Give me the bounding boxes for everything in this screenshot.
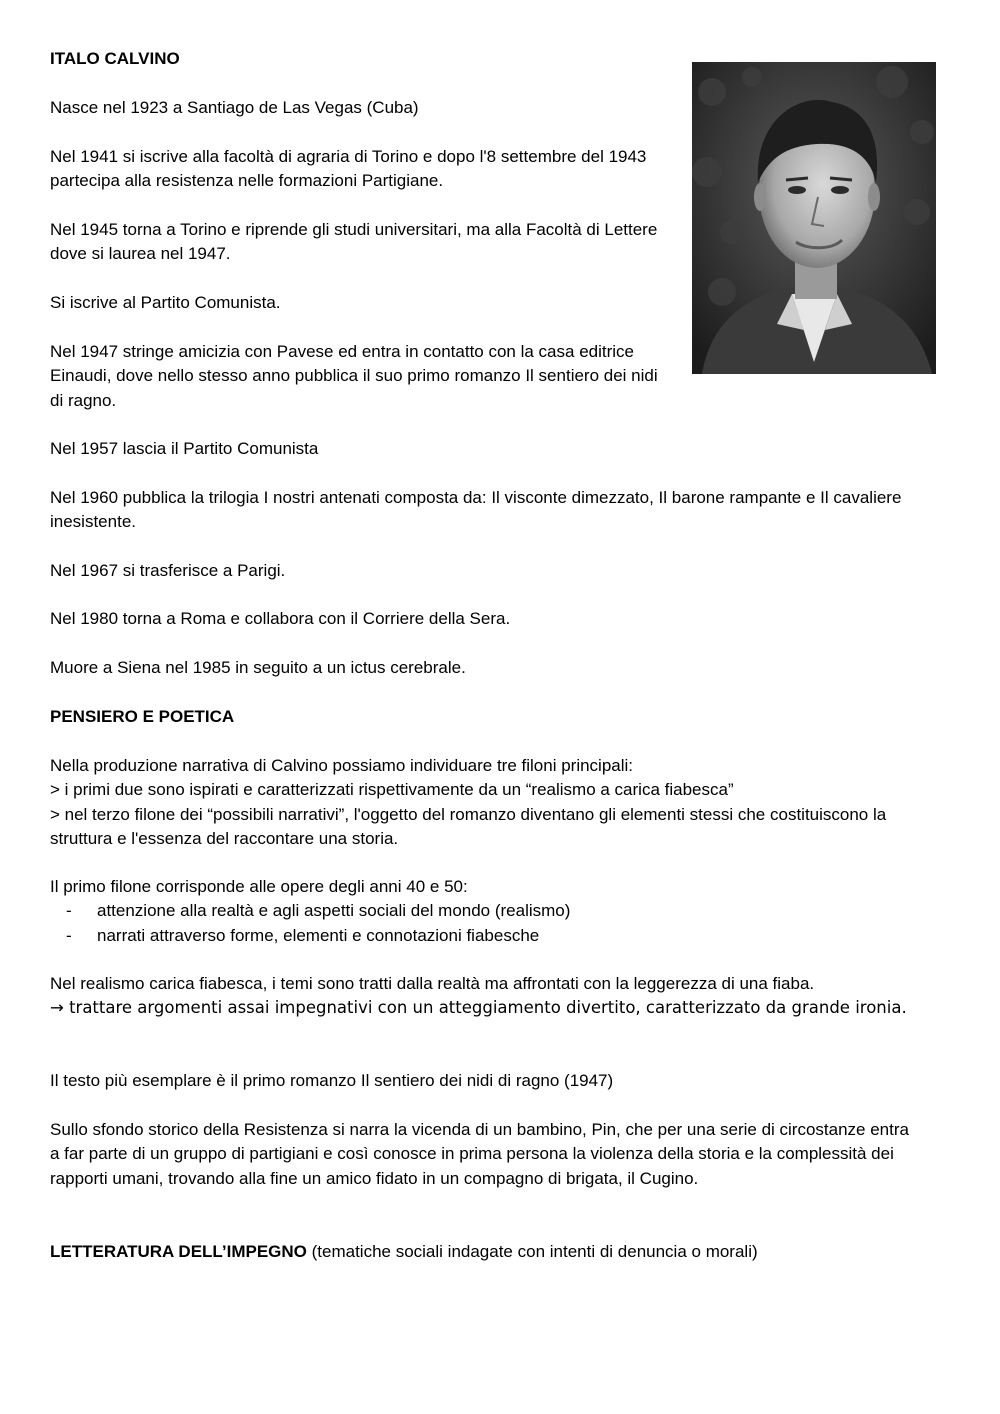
first-strand-block xyxy=(50,875,920,948)
heading-letteratura-impegno: LETTERATURA DELL’IMPEGNO xyxy=(50,1242,307,1261)
paragraph-1957: Nel 1957 lascia il Partito Comunista xyxy=(50,439,319,458)
bullet-marker: - xyxy=(66,901,72,921)
heading-pensiero-e-poetica: PENSIERO E POETICA xyxy=(50,707,235,726)
paragraph-1945: Nel 1945 torna a Torino e riprende gli studi universitari, ma alla Facoltà di Lettere dove si laurea nel 1947. xyxy=(50,220,658,264)
fairy-realism-text: Nel realismo carica fiabesca, i temi sono tratti dalla realtà ma affrontati con la leggerezza di una fiaba. xyxy=(50,974,815,993)
paragraph-death: Muore a Siena nel 1985 in seguito a un ictus cerebrale. xyxy=(50,658,466,677)
fairy-realism-arrow-text: → trattare argomenti assai impegnativi con un atteggiamento divertito, caratterizzato da grande ironia. xyxy=(50,998,907,1018)
engagement-line xyxy=(50,1240,920,1264)
paragraph-1980: Nel 1980 torna a Roma e collabora con il Corriere della Sera. xyxy=(50,609,511,628)
first-strand-intro: Il primo filone corrisponde alle opere degli anni 40 e 50: xyxy=(50,877,468,896)
list-item xyxy=(50,899,920,923)
strands-intro-block xyxy=(50,754,920,852)
paragraph-1960: Nel 1960 pubblica la trilogia I nostri antenati composta da: Il visconte dimezzato, Il barone rampante e Il cavaliere inesistente. xyxy=(50,488,902,532)
paragraph-1947: Nel 1947 stringe amicizia con Pavese ed entra in contatto con la casa editrice Einaudi, dove nello stesso anno pubblica il suo primo romanzo Il sentiero dei nidi di ragno. xyxy=(50,342,658,410)
paragraph-1941: Nel 1941 si iscrive alla facoltà di agraria di Torino e dopo l'8 settembre del 1943 partecipa alla resistenza nelle formazioni Partigiane. xyxy=(50,147,647,191)
strands-third: > nel terzo filone dei “possibili narrativi”, l'oggetto del romanzo diventano gli elementi stessi che costituiscono la struttura e l'essenza del raccontare una storia. xyxy=(50,804,887,849)
plot-summary: Sullo sfondo storico della Resistenza si narra la vicenda di un bambino, Pin, che per una serie di circostanze entra a far parte di un gruppo di partigiani e così conosce in prima persona la violenza della storia e la complessità dei rapporti umani, trovando alla fine un amico fidato in un compagno di brigata, il Cugino. xyxy=(50,1120,909,1188)
list-item-text: attenzione alla realtà e agli aspetti sociali del mondo (realismo) xyxy=(97,901,571,921)
fairy-realism-block xyxy=(50,972,920,1021)
heading-italo-calvino: ITALO CALVINO xyxy=(50,49,180,68)
paragraph-1967: Nel 1967 si trasferisce a Parigi. xyxy=(50,561,286,580)
list-item xyxy=(50,924,920,948)
portrait-photo xyxy=(692,62,936,374)
list-item-text: narrati attraverso forme, elementi e connotazioni fiabesche xyxy=(97,925,540,945)
strands-first-two: > i primi due sono ispirati e caratterizzati rispettivamente da un “realismo a carica fiabesca” xyxy=(50,780,734,800)
bullet-marker: - xyxy=(66,925,72,945)
strands-intro-line: Nella produzione narrativa di Calvino possiamo individuare tre filoni principali: xyxy=(50,756,634,775)
first-strand-list xyxy=(50,899,920,948)
engagement-subtitle: (tematiche sociali indagate con intenti di denuncia o morali) xyxy=(306,1242,758,1261)
paragraph-birth: Nasce nel 1923 a Santiago de Las Vegas (Cuba) xyxy=(50,98,419,117)
paragraph-communist: Si iscrive al Partito Comunista. xyxy=(50,293,281,312)
portrait-illustration xyxy=(692,62,936,374)
exemplary-text: Il testo più esemplare è il primo romanzo Il sentiero dei nidi di ragno (1947) xyxy=(50,1071,614,1090)
